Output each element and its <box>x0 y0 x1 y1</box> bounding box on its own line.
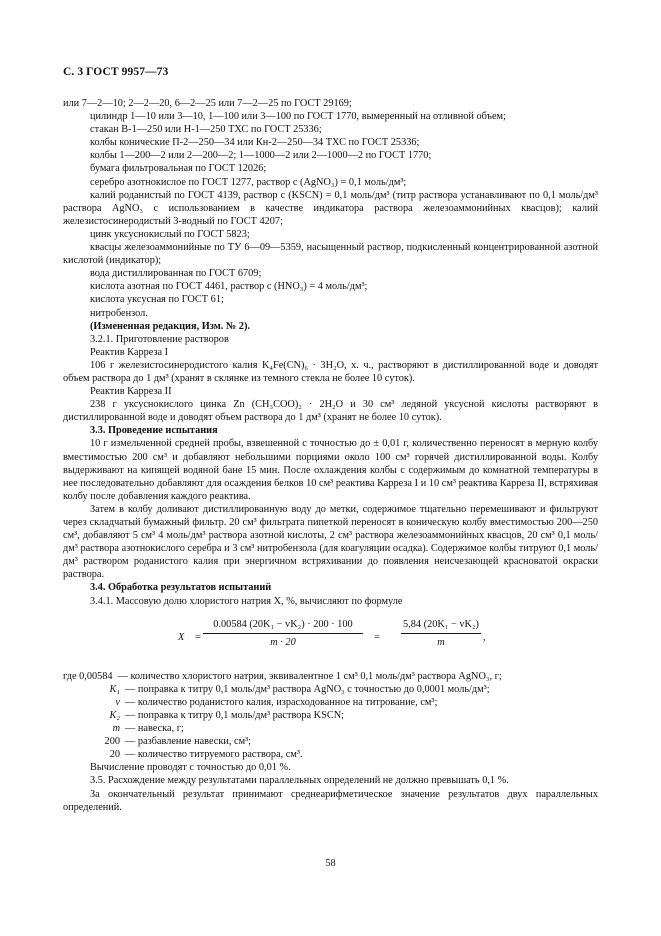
definition-row <box>63 748 598 761</box>
paragraph: 10 г измельченной средней пробы, взвешенной с точностью до ± 0,01 г, количественно переносят в мерную колбу вместимостью 200 см³ и добавляют небольшими порциями около 100 см³ горячей дистиллированной воды. Колбу выдерживают на кипящей водяной бане 15 мин. После охлаждения колбы с содержимым до комнатной температуры в нее последовательно добавляют для осаждения белков 10 см³ реактива Карреза I и 10 см³ реактива Карреза II, встряхивая колбу после добавления каждого реактива. <box>63 438 598 502</box>
definition-text: — количество титруемого раствора, см³. <box>125 749 303 761</box>
definition-symbol: K₁ <box>109 683 120 695</box>
formula-lhs: X <box>178 631 185 643</box>
paragraph: колбы конические П-2—250—34 или Кн-2—250—34 ТХС по ГОСТ 25336; <box>90 137 420 149</box>
definition-symbol: K₂ <box>109 709 120 721</box>
paragraph: калий роданистый по ГОСТ 4139, раствор c (KSCN) = 0,1 моль/дм³ (титр раствора устанавливают по 0,1 моль/дм³ раствора AgNO₃ с использованием в качестве индикатора раствора железоаммонийных квасцов); калий железистосинеродистый 3-водный по ГОСТ 4207; <box>63 189 598 227</box>
formula-equals: = <box>195 631 201 643</box>
paragraph: За окончательный результат принимают среднеарифметическое значение результатов двух параллельных определений. <box>63 788 598 813</box>
paragraph: бумага фильтровальная по ГОСТ 12026; <box>90 163 267 175</box>
paragraph: колбы 1—200—2 или 2—200—2; 1—1000—2 или 2—1000—2 по ГОСТ 1770; <box>90 150 432 162</box>
paragraph: нитробензол. <box>90 307 148 319</box>
formula-denominator-1: m · 20 <box>270 636 296 648</box>
page-number: 58 <box>325 858 336 869</box>
definition-symbol: 20 <box>109 749 120 761</box>
paragraph: серебро азотнокислое по ГОСТ 1277, раствор c (AgNO₃) = 0,1 моль/дм³; <box>90 176 407 188</box>
paragraph: вода дистиллированная по ГОСТ 6709; <box>90 268 262 280</box>
paragraph: цинк уксуснокислый по ГОСТ 5823; <box>90 228 250 240</box>
definition-row <box>63 670 598 683</box>
paragraph: кислота уксусная по ГОСТ 61; <box>90 294 224 306</box>
definition-row <box>63 696 598 709</box>
definition-row <box>63 722 598 735</box>
variable-definitions <box>63 670 598 762</box>
formula-fraction-1 <box>203 618 363 649</box>
section-heading: 3.4. Обработка результатов испытаний <box>90 582 272 594</box>
section-heading: 3.3. Проведение испытания <box>90 425 218 437</box>
formula-denominator-2: m <box>437 636 445 648</box>
definition-symbol: 200 <box>104 736 120 748</box>
page-header: С. 3 ГОСТ 9957—73 <box>63 66 169 78</box>
definition-symbol: m <box>112 723 120 735</box>
reagent-title: Реактив Карреза I <box>90 346 169 358</box>
definition-text: — навеска, г; <box>125 723 184 735</box>
definition-text: — количество роданистого калия, израсходованное на титрование, см³; <box>125 696 438 708</box>
formula <box>63 618 598 662</box>
definition-symbol: v <box>115 696 120 708</box>
paragraph: 3.5. Расхождение между результатами параллельных определений не должно превышать 0,1 %. <box>90 775 509 787</box>
paragraph: 106 г железистосинеродистого калия K₄Fe(CN)₆ · 3H₂O, х. ч., растворяют в дистиллированной воде и доводят объем раствора до 1 дм³ (хранят в склянке из темного стекла не более 10 суток). <box>63 359 598 384</box>
formula-numerator-1: 0.00584 (20K₁ − vK₂) · 200 · 100 <box>203 618 363 634</box>
paragraph: Затем в колбу доливают дистиллированную воду до метки, содержимое тщательно перемешивают и фильтруют через складчатый бумажный фильтр. 20 см³ фильтрата пипеткой переносят в коническую колбу вместимостью 200—250 см³, добавляют 5 см³ 4 моль/дм³ раствора азотной кислоты, 2 см³ раствора железоаммонийных квасцов, 20 см³ 0,1 моль/дм³ раствора азотнокислого серебра и 3 см³ нитробензола (для коагуляции осадка). Содержимое колбы титруют 0,1 моль/дм³ раствором роданистого калия при энергичном встряхивании до появления неисчезающей красноватой окраски раствора. <box>63 503 598 581</box>
paragraph: квасцы железоаммонийные по ТУ 6—09—5359, насыщенный раствор, подкисленный концентрированной азотной кислотой (индикатор); <box>63 242 598 267</box>
formula-equals-2: = <box>374 631 380 643</box>
paragraph: стакан В-1—250 или Н-1—250 ТХС по ГОСТ 25336; <box>90 124 322 136</box>
reagent-title: Реактив Карреза II <box>90 386 172 398</box>
definition-text: — поправка к титру 0,1 моль/дм³ раствора KSCN; <box>125 709 344 721</box>
paragraph: или 7—2—10; 2—2—20, 6—2—25 или 7—2—25 по ГОСТ 29169; <box>63 98 352 109</box>
subsection-title: 3.2.1. Приготовление растворов <box>90 333 229 345</box>
formula-numerator-2: 5,84 (20K₁ − vK₂) <box>401 618 481 634</box>
definition-text: — поправка к титру 0,1 моль/дм³ раствора AgNO₃ с точностью до 0,0001 моль/дм³; <box>125 683 490 695</box>
definition-text: — разбавление навески, см³; <box>125 736 252 748</box>
definition-row <box>63 709 598 722</box>
amendment-note: (Измененная редакция, Изм. № 2). <box>90 320 250 332</box>
paragraph: 238 г уксуснокислого цинка Zn (CH₃COO)₂ · 2H₂O и 30 см³ ледяной уксусной кислоты растворяют в дистиллированной воде и доводят объем раствора до 1 дм³ (хранят не более 10 суток). <box>63 399 598 424</box>
formula-comma: , <box>483 631 486 643</box>
document-body <box>63 97 598 814</box>
paragraph: кислота азотная по ГОСТ 4461, раствор c (HNO₃) = 4 моль/дм³; <box>90 281 368 293</box>
paragraph: цилиндр 1—10 или 3—10, 1—100 или 3—100 по ГОСТ 1770, вымеренный на отливной объем; <box>90 111 506 123</box>
definition-row <box>63 683 598 696</box>
definition-row <box>63 735 598 748</box>
formula-fraction-2 <box>401 618 481 649</box>
paragraph: 3.4.1. Массовую долю хлористого натрия X, %, вычисляют по формуле <box>90 595 403 607</box>
paragraph: Вычисление проводят с точностью до 0,01 %. <box>90 762 291 774</box>
definition-text: — количество хлористого натрия, эквивалентное 1 см³ 0,1 моль/дм³ раствора AgNO₃, г; <box>117 670 502 682</box>
definition-symbol: где 0,00584 <box>63 670 113 682</box>
